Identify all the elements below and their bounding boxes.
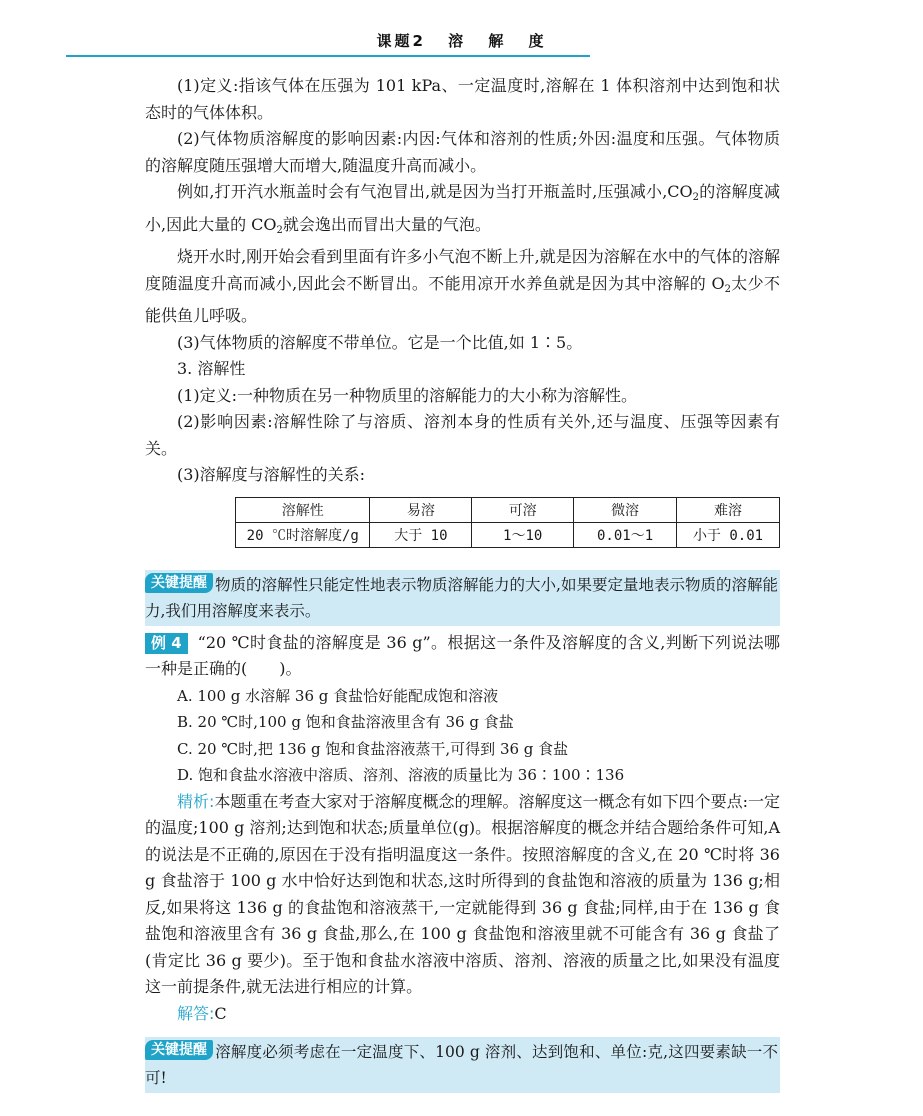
relation-heading: (3)溶解度与溶解性的关系: xyxy=(177,465,366,484)
answer-label: 解答: xyxy=(177,1003,215,1023)
table-cell: 溶解性 xyxy=(236,497,370,522)
page-header xyxy=(0,30,923,51)
main-content xyxy=(145,73,780,1093)
co2-text-2: 的溶解度减小,因此大量的 CO xyxy=(145,182,780,234)
gas-definition-paragraph: (1)定义:指该气体在压强为 101 kPa、一定温度时,溶解在 1 体积溶剂中达到饱和状态时的气体体积。 xyxy=(145,76,780,122)
option-c: C. 20 ℃时,把 136 g 饱和食盐溶液蒸干,可得到 36 g 食盐 xyxy=(177,739,569,758)
example-tag: 例 4 xyxy=(145,633,188,654)
table-cell: 1～10 xyxy=(472,522,574,547)
solubility-table xyxy=(235,497,780,548)
solubility-factors-paragraph: (2)影响因素:溶解性除了与溶质、溶剂本身的性质有关外,还与温度、压强等因素有关。 xyxy=(145,412,780,458)
co2-subscript-2: 2 xyxy=(276,224,283,236)
boiling-water-paragraph xyxy=(145,244,780,330)
option-d: D. 饱和食盐水溶液中溶质、溶剂、溶液的质量比为 36∶100∶136 xyxy=(177,766,625,784)
co2-text-1: 例如,打开汽水瓶盖时会有气泡冒出,就是因为当打开瓶盖时,压强减小,CO xyxy=(177,182,693,201)
o2-subscript: 2 xyxy=(724,283,731,295)
table-cell: 20 ℃时溶解度/g xyxy=(236,522,370,547)
answer-value: C xyxy=(214,1003,227,1023)
key-reminder-tag: 关键提醒 xyxy=(145,573,213,593)
analysis-label: 精析: xyxy=(177,791,215,811)
table-header-row xyxy=(236,497,780,522)
solubility-definition-paragraph: (1)定义:一种物质在另一种物质里的溶解能力的大小称为溶解性。 xyxy=(177,385,638,405)
table-row xyxy=(236,522,780,547)
example-question xyxy=(145,630,780,683)
co2-text-3: 就会逸出而冒出大量的气泡。 xyxy=(282,214,491,234)
table-cell: 大于 10 xyxy=(370,522,472,547)
option-b: B. 20 ℃时,100 g 饱和食盐溶液里含有 36 g 食盐 xyxy=(177,713,514,731)
header-rule xyxy=(66,55,590,57)
answer-line xyxy=(145,1001,780,1028)
table-cell: 易溶 xyxy=(370,497,472,522)
o2-text-1: 烧开水时,刚开始会看到里面有许多小气泡不断上升,就是因为溶解在水中的气体的溶解度随温度升高而减小,因此会不断冒出。不能用凉开水养鱼就是因为其中溶解的 O xyxy=(145,247,780,293)
table-cell: 0.01～1 xyxy=(574,522,677,547)
key-reminder-box-2 xyxy=(145,1037,780,1093)
option-a: A. 100 g 水溶解 36 g 食盐恰好能配成饱和溶液 xyxy=(177,686,499,705)
co2-subscript-1: 2 xyxy=(692,192,700,203)
header-title: 课题2 溶 解 度 xyxy=(376,32,547,50)
key-reminder-box-1 xyxy=(145,570,780,626)
section-heading-solubility: 3. 溶解性 xyxy=(177,359,246,378)
gas-factors-paragraph: (2)气体物质溶解度的影响因素:内因:气体和溶剂的性质;外因:温度和压强。气体物质的溶解度随压强增大而增大,随温度升高而减小。 xyxy=(145,129,780,175)
table-cell: 微溶 xyxy=(574,497,677,522)
example-question-text: “20 ℃时食盐的溶解度是 36 g”。根据这一条件及溶解度的含义,判断下列说法哪一种是正确的( )。 xyxy=(145,632,780,678)
o2-text-2: 太少不能供鱼儿呼吸。 xyxy=(145,273,780,325)
table-cell: 可溶 xyxy=(472,497,574,522)
co2-example-paragraph xyxy=(145,179,780,244)
table-cell: 难溶 xyxy=(677,497,780,522)
key-reminder-tag: 关键提醒 xyxy=(145,1040,213,1060)
analysis-paragraph xyxy=(145,789,780,1001)
analysis-text: 本题重在考查大家对于溶解度概念的理解。溶解度这一概念有如下四个要点:一定的温度;100 g 溶剂;达到饱和状态;质量单位(g)。根据溶解度的概念并结合题给条件可知,A 的说法是不正确的,原因在于没有指明温度这一条件。按照溶解度的含义,在 20 ℃时将 36 g 食盐溶于 100 g 水中恰好达到饱和状态,这时所得到的食盐饱和溶液的质量为 136 g;相反,如果将这 136 g 的食盐饱和溶液蒸干,一定就能得到 36 g 食盐;同样,由于在 136 g 食盐饱和溶液里含有 36 g 食盐,那么,在 100 g 食盐饱和溶液里就不可能含有 36 g 食盐了(肯定比 36 g 要少)。至于饱和食盐水溶液中溶质、溶剂、溶液的质量之比,如果没有温度这一前提条件,就无法进行相应的计算。 xyxy=(145,791,780,996)
key-reminder-text: 溶解度必须考虑在一定温度下、100 g 溶剂、达到饱和、单位:克,这四要素缺一不可! xyxy=(145,1043,778,1087)
key-reminder-text: 物质的溶解性只能定性地表示物质溶解能力的大小,如果要定量地表示物质的溶解能力,我们用溶解度来表示。 xyxy=(145,575,778,620)
table-cell: 小于 0.01 xyxy=(677,522,780,547)
no-unit-paragraph: (3)气体物质的溶解度不带单位。它是一个比值,如 1∶5。 xyxy=(177,332,583,352)
